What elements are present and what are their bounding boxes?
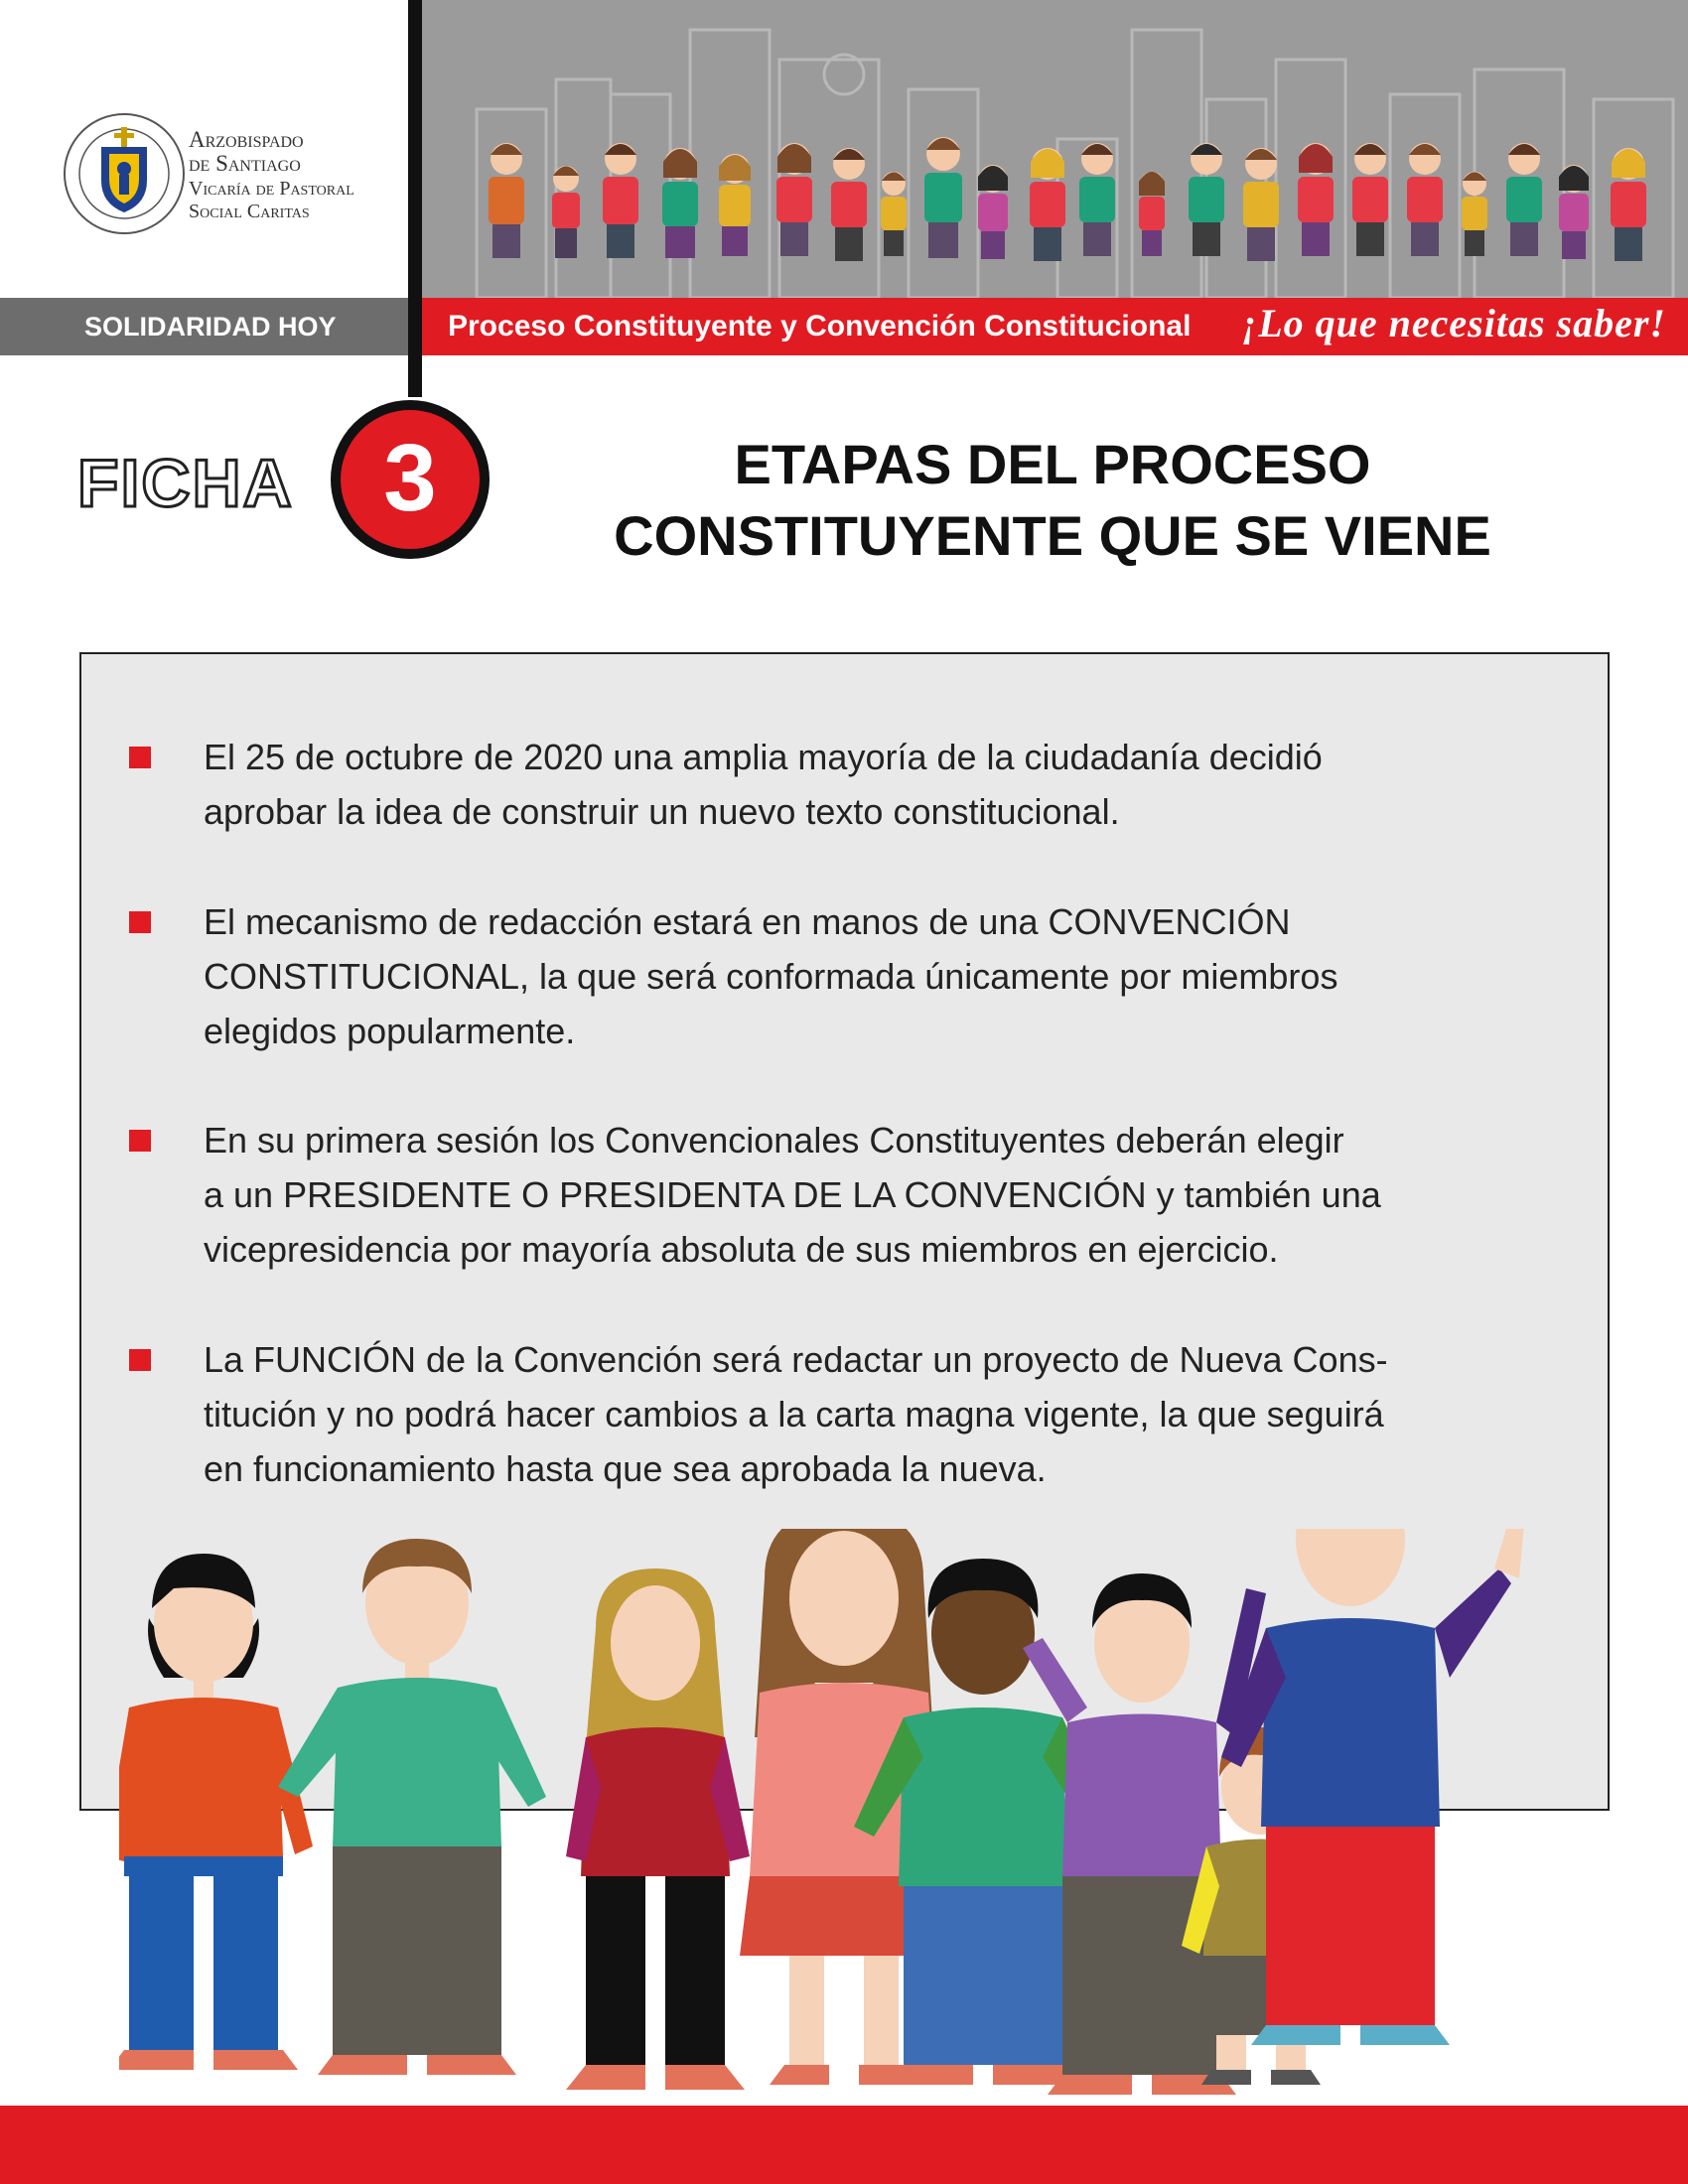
org-line-4: Social Caritas xyxy=(189,201,310,222)
sheet-title xyxy=(556,429,1549,572)
item-line: CONSTITUCIONAL, la que será conformada únicamente por miembros xyxy=(204,956,1338,997)
org-line-1: Arzobispado xyxy=(189,127,304,152)
bullet-icon xyxy=(129,1130,151,1152)
list-item xyxy=(204,730,1559,839)
series-title: Proceso Constituyente y Convención Constitucional xyxy=(448,310,1192,342)
list-item xyxy=(204,894,1559,1058)
crowd-illustration xyxy=(489,137,1646,261)
org-line-3: Vicaría de Pastoral xyxy=(189,178,354,200)
item-line: vicepresidencia por mayoría absoluta de sus miembros en ejercicio. xyxy=(204,1229,1279,1270)
sheet-label: FICHA xyxy=(77,446,294,521)
item-line: elegidos popularmente. xyxy=(204,1011,576,1051)
logo-panel xyxy=(0,0,412,298)
series-title-bar xyxy=(422,298,1688,355)
archdiocese-seal-icon xyxy=(60,109,189,238)
sheet-title-line-2: CONSTITUYENTE QUE SE VIENE xyxy=(614,504,1491,567)
item-line: aprobar la idea de construir un nuevo texto constitucional. xyxy=(204,791,1120,832)
bullet-icon xyxy=(129,1349,151,1371)
item-line: El 25 de octubre de 2020 una amplia mayoría de la ciudadanía decidió xyxy=(204,737,1323,777)
item-line: titución y no podrá hacer cambios a la carta magna vigente, la que seguirá xyxy=(204,1394,1384,1434)
sheet-number: 3 xyxy=(331,400,490,559)
item-line: En su primera sesión los Convencionales Constituyentes deberán elegir xyxy=(204,1120,1344,1160)
people-group-illustration xyxy=(119,1529,1549,2124)
list-item xyxy=(204,1113,1559,1277)
section-label: SOLIDARIDAD HOY xyxy=(0,298,408,355)
tagline: ¡Lo que necesitas saber! xyxy=(1241,301,1666,345)
footer-bar xyxy=(0,2106,1688,2184)
item-line: La FUNCIÓN de la Convención será redactar un proyecto de Nueva Cons- xyxy=(204,1339,1388,1380)
header-banner xyxy=(422,0,1688,298)
bullet-icon xyxy=(129,747,151,768)
header-divider xyxy=(408,0,422,397)
org-line-2: de Santiago xyxy=(189,151,301,176)
city-skyline-illustration xyxy=(422,0,1688,298)
item-line: a un PRESIDENTE O PRESIDENTA DE LA CONVENCIÓN y también una xyxy=(204,1174,1381,1215)
sheet-title-line-1: ETAPAS DEL PROCESO xyxy=(734,433,1371,495)
bullet-icon xyxy=(129,911,151,933)
list-item xyxy=(204,1332,1559,1496)
item-line: El mecanismo de redacción estará en manos de una CONVENCIÓN xyxy=(204,901,1291,942)
item-line: en funcionamiento hasta que sea aprobada la nueva. xyxy=(204,1448,1047,1489)
